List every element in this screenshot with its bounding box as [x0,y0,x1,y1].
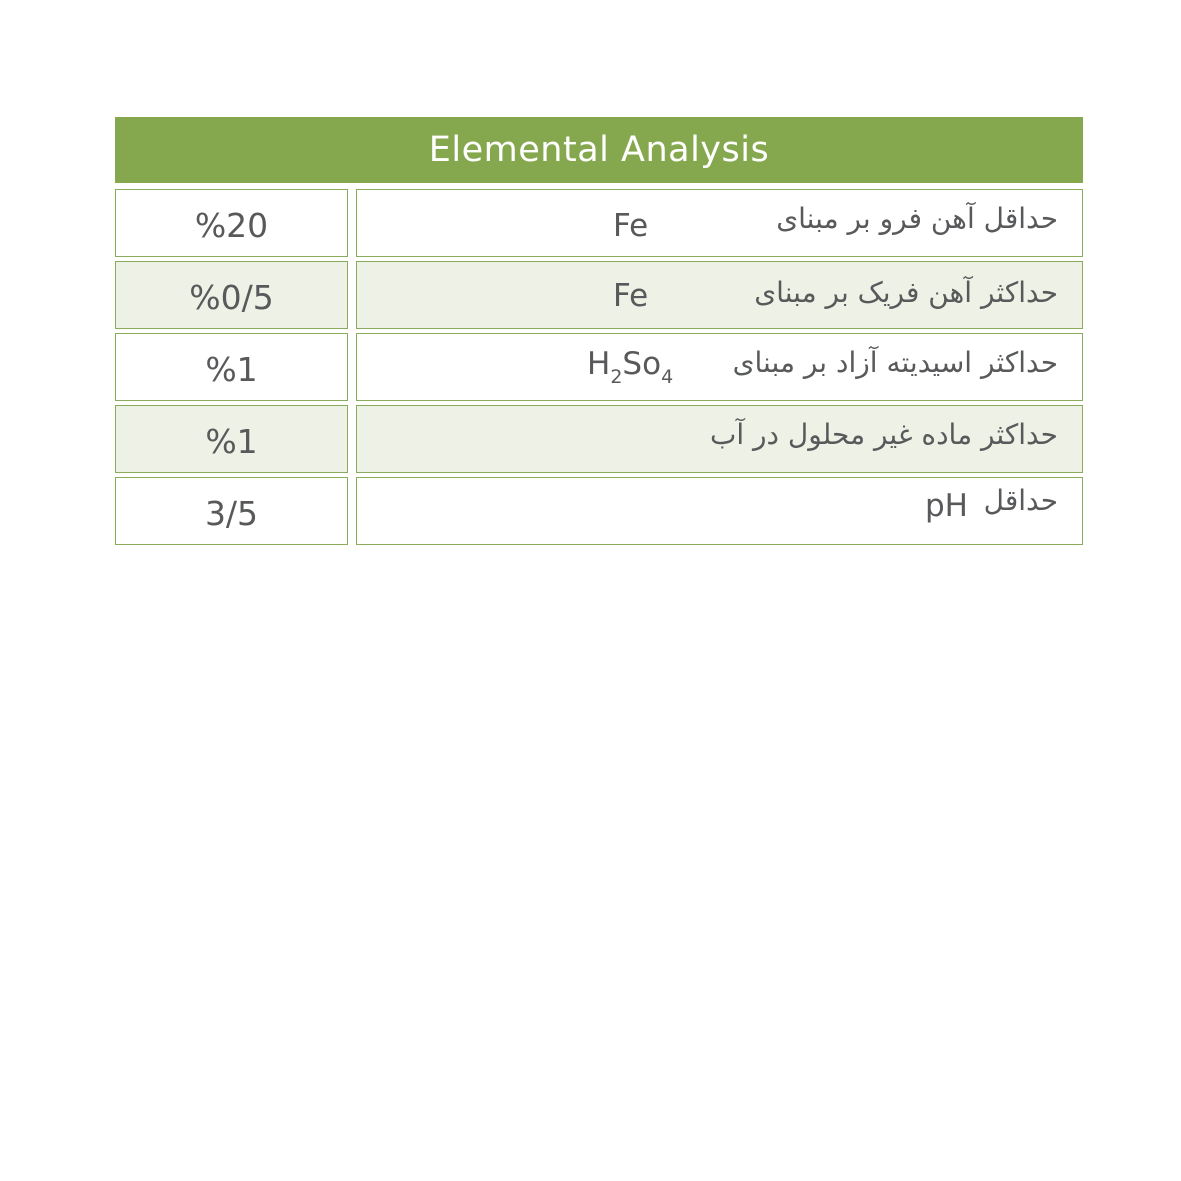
description-cell [356,333,1083,401]
description-label: حداکثر اسیدیته آزاد بر مبنای [732,346,1058,379]
value-cell: 3/5 [115,477,348,545]
table-row [115,333,1083,401]
value-cell: %1 [115,333,348,401]
table-body [115,189,1083,545]
value-cell: %20 [115,189,348,257]
chemical-formula: $H_2So_4$ [587,346,674,388]
elemental-analysis-table [115,117,1083,549]
description-label: حداقل [983,484,1058,517]
table-row [115,189,1083,257]
description-cell [356,261,1083,329]
chemical-formula: pH [925,488,968,524]
description-label: حداکثر آهن فریک بر مبنای [754,276,1058,309]
value-cell: %0/5 [115,261,348,329]
description-cell [356,477,1083,545]
chemical-formula: Fe [613,278,649,314]
description-cell [356,405,1083,473]
table-row [115,261,1083,329]
table-row [115,477,1083,545]
description-label: حداقل آهن فرو بر مبنای [776,202,1058,235]
description-label: حداکثر ماده غیر محلول در آب [709,418,1058,451]
chemical-formula: Fe [613,208,649,244]
table-row [115,405,1083,473]
table-title: Elemental Analysis [115,117,1083,183]
value-cell: %1 [115,405,348,473]
description-cell [356,189,1083,257]
